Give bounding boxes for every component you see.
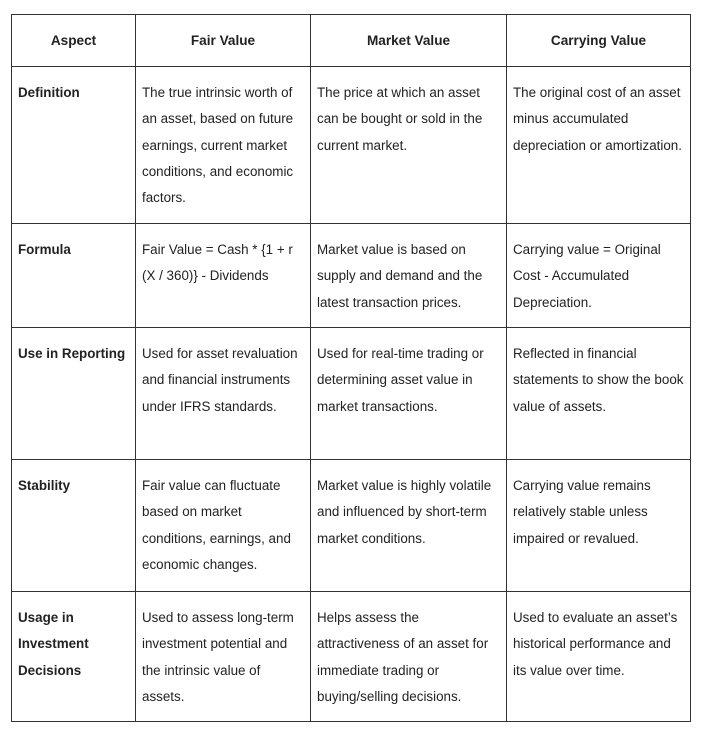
aspect-cell: Definition (12, 67, 136, 224)
market-value-cell: Market value is based on supply and demand and the latest transaction prices. (311, 224, 507, 328)
aspect-cell: Usage in Investment Decisions (12, 592, 136, 722)
header-row (12, 15, 691, 67)
table-row (12, 592, 691, 722)
aspect-cell: Formula (12, 224, 136, 328)
aspect-cell: Stability (12, 460, 136, 592)
table-row (12, 67, 691, 224)
header-aspect: Aspect (12, 15, 136, 67)
comparison-table (11, 14, 691, 722)
market-value-cell: Helps assess the attractiveness of an asset for immediate trading or buying/selling decisions. (311, 592, 507, 722)
table-row (12, 224, 691, 328)
table-row (12, 460, 691, 592)
market-value-cell: The price at which an asset can be bought or sold in the current market. (311, 67, 507, 224)
table-row (12, 328, 691, 460)
fair-value-cell: Used for asset revaluation and financial instruments under IFRS standards. (136, 328, 311, 460)
carrying-value-cell: Carrying value = Original Cost - Accumulated Depreciation. (507, 224, 691, 328)
header-market-value: Market Value (311, 15, 507, 67)
aspect-cell: Use in Reporting (12, 328, 136, 460)
fair-value-cell: Fair Value = Cash * {1 + r (X / 360)} - Dividends (136, 224, 311, 328)
carrying-value-cell: Carrying value remains relatively stable unless impaired or revalued. (507, 460, 691, 592)
header-fair-value: Fair Value (136, 15, 311, 67)
header-carrying-value: Carrying Value (507, 15, 691, 67)
carrying-value-cell: The original cost of an asset minus accumulated depreciation or amortization. (507, 67, 691, 224)
fair-value-cell: Fair value can fluctuate based on market conditions, earnings, and economic changes. (136, 460, 311, 592)
carrying-value-cell: Reflected in financial statements to show the book value of assets. (507, 328, 691, 460)
carrying-value-cell: Used to evaluate an asset’s historical performance and its value over time. (507, 592, 691, 722)
market-value-cell: Market value is highly volatile and influenced by short-term market conditions. (311, 460, 507, 592)
fair-value-cell: Used to assess long-term investment potential and the intrinsic value of assets. (136, 592, 311, 722)
fair-value-cell: The true intrinsic worth of an asset, based on future earnings, current market conditions, and economic factors. (136, 67, 311, 224)
market-value-cell: Used for real-time trading or determining asset value in market transactions. (311, 328, 507, 460)
